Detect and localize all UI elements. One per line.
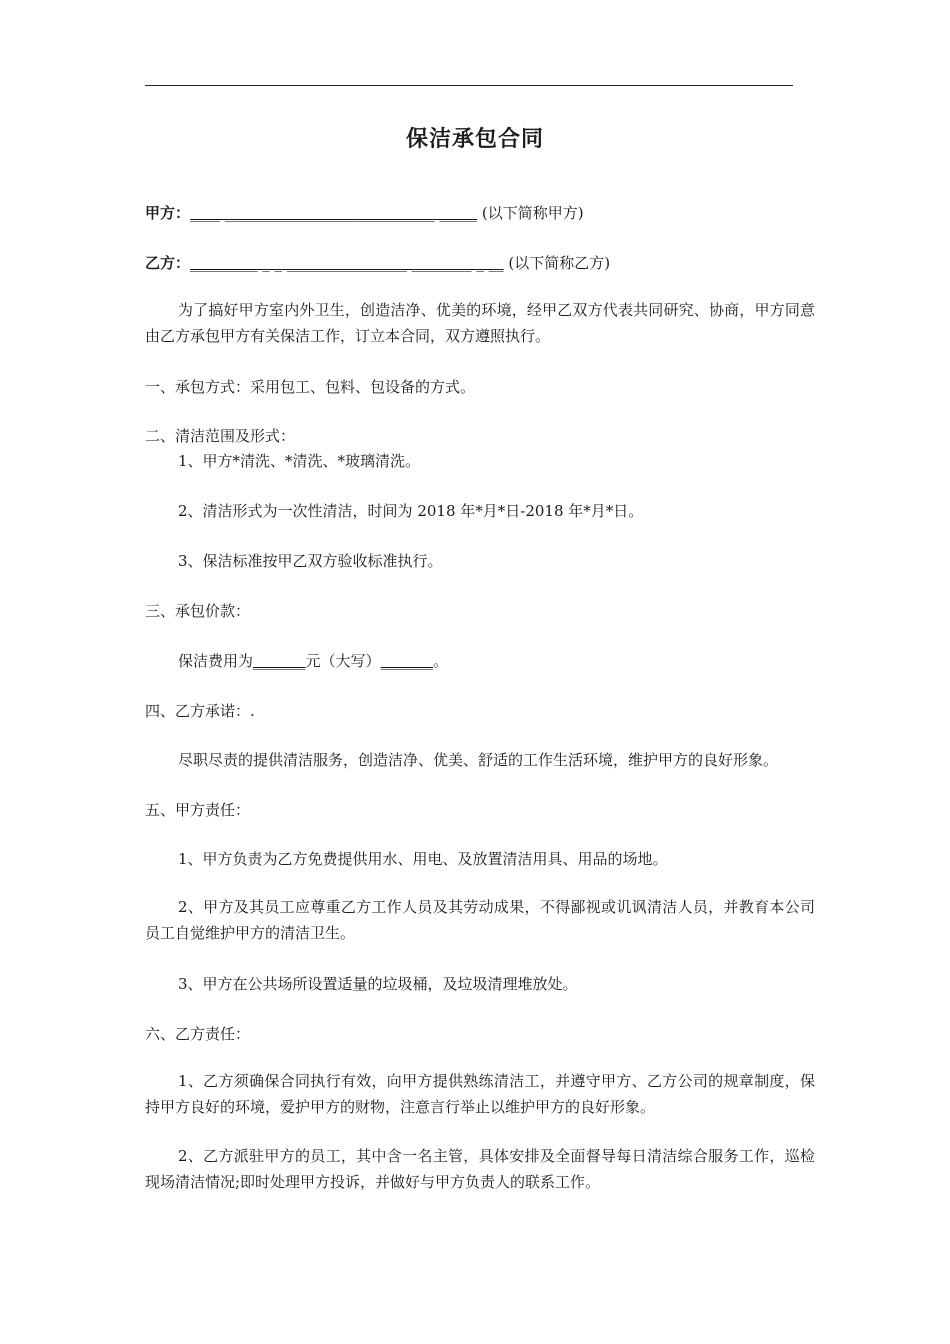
section-4-heading: 四、乙方承诺：. [145,702,255,720]
section-5-item-1: 1、甲方负责为乙方免费提供用水、用电、及放置清洁用具、用品的场地。 [178,850,668,868]
party-b-label: 乙方： [145,254,191,272]
party-b-suffix: (以下简称乙方) [508,254,611,272]
fee-blank-numeric: _______ [253,652,306,670]
party-b-line [145,252,610,273]
section-6-item-1: 1、乙方须确保合同执行有效，向甲方提供熟练清洁工，并遵守甲方、乙方公司的规章制度，保持甲方良好的环境，爱护甲方的财物，注意言行举止以维护甲方的良好形象。 [145,1072,815,1116]
section-5-item-2: 2、甲方及其员工应尊重乙方工作人员及其劳动成果，不得鄙视或讥讽清洁人员，并教育本公司员工自觉维护甲方的清洁卫生。 [145,898,815,942]
fee-blank-words: _______ [380,652,434,670]
party-a-blank: ____ ____________________________ _____ [190,204,478,222]
section-5-heading: 五、甲方责任： [145,801,251,819]
section-3-heading: 三、承包价款： [145,602,251,620]
section-2-item-3: 3、保洁标准按甲乙双方验收标准执行。 [178,552,443,570]
section-4-body: 尽职尽责的提供清洁服务，创造洁净、优美、舒适的工作生活环境，维护甲方的良好形象。 [178,751,779,769]
party-a-label: 甲方： [145,204,191,222]
section-6-item-2: 2、乙方派驻甲方的员工，其中含一名主管，具体安排及全面督导每日清洁综合服务工作，巡检现场清洁情况;即时处理甲方投诉，并做好与甲方负责人的联系工作。 [145,1147,815,1191]
section-6-heading: 六、乙方责任： [145,1025,251,1043]
fee-prefix: 保洁费用为 [178,652,254,670]
section-2-heading: 二、清洁范围及形式： [145,427,296,445]
party-a-line [145,202,584,223]
party-b-blank: _________ _ _ ________________ ________ _ __ [190,254,504,272]
section-2-item-1: 1、甲方*清洗、*清洗、*玻璃清洗。 [178,452,421,470]
header-rule [145,85,793,86]
section-5-item-3: 3、甲方在公共场所设置适量的垃圾桶，及垃圾清理堆放处。 [178,975,578,993]
section-2-item-2: 2、清洁形式为一次性清洁，时间为 2018 年*月*日-2018 年*月*日。 [178,502,644,520]
intro-paragraph: 为了搞好甲方室内外卫生，创造洁净、优美的环境，经甲乙双方代表共同研究、协商，甲方同意由乙方承包甲方有关保洁工作，订立本合同，双方遵照执行。 [145,301,815,345]
fee-end: 。 [433,652,449,670]
fee-mid: 元（大写） [305,652,381,670]
party-a-suffix: (以下简称甲方) [481,204,584,222]
fee-line [178,650,448,671]
document-title: 保洁承包合同 [405,127,544,152]
section-1: 一、承包方式：采用包工、包料、包设备的方式。 [145,378,476,396]
